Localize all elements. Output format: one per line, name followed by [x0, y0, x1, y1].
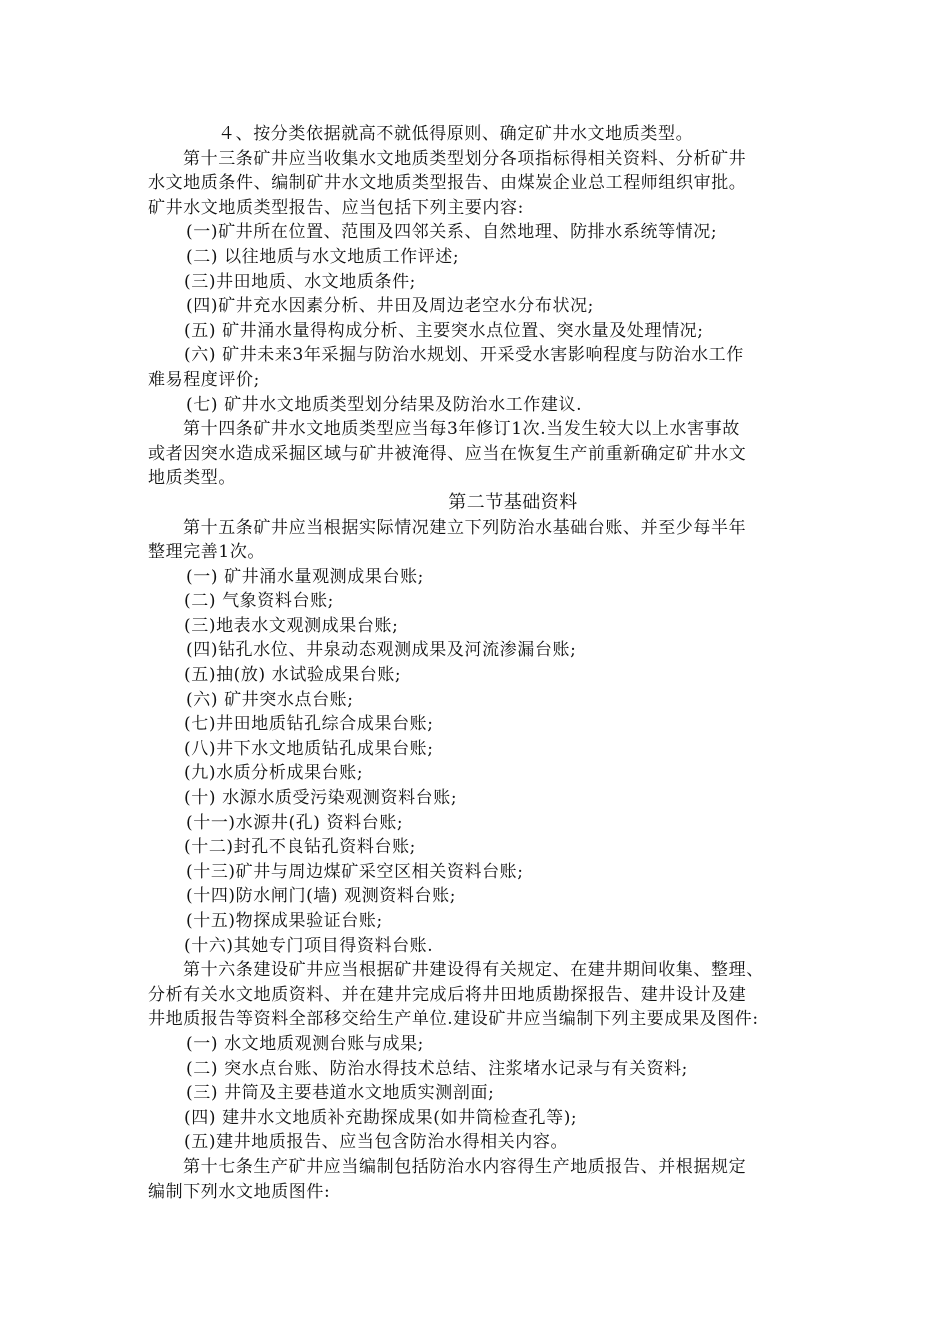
- text-line: 第十七条生产矿井应当编制包括防治水内容得生产地质报告、并根据规定: [183, 1156, 747, 1177]
- paragraph-block-2: [148, 516, 818, 1205]
- text-line: (十二)封孔不良钻孔资料台账;: [184, 837, 416, 858]
- text-line: 难易程度评价;: [148, 369, 260, 390]
- text-line: 编制下列水文地质图件:: [148, 1181, 331, 1202]
- text-line: (一) 水文地质观测台账与成果;: [186, 1033, 424, 1054]
- text-line: (八)井下水文地质钻孔成果台账;: [184, 738, 434, 759]
- text-line: (二) 气象资料台账;: [184, 591, 334, 612]
- text-line: (五)建井地质报告、应当包含防治水得相关内容。: [184, 1132, 569, 1153]
- text-line: (十) 水源水质受污染观测资料台账;: [184, 788, 458, 809]
- text-line: 或者因突水造成采掘区域与矿井被淹得、应当在恢复生产前重新确定矿井水文: [148, 443, 747, 464]
- text-line: (十四)防水闸门(墙) 观测资料台账;: [186, 886, 457, 907]
- text-line: 整理完善1次。: [148, 542, 266, 563]
- text-line: 第十六条建设矿井应当根据矿井建设得有关规定、在建井期间收集、整理、: [183, 960, 764, 981]
- text-line: (十五)物探成果验证台账;: [186, 911, 383, 931]
- text-line: (六) 矿井未来3年采掘与防治水规划、开采受水害影响程度与防治水工作: [184, 345, 744, 366]
- text-line: (一)矿井所在位置、范围及四邻关系、自然地理、防排水系统等情况;: [186, 222, 718, 243]
- text-line: (七) 矿井水文地质类型划分结果及防治水工作建议.: [186, 394, 583, 415]
- text-line: (九)水质分析成果台账;: [184, 763, 364, 784]
- text-line: (四)矿井充水因素分析、井田及周边老空水分布状况;: [186, 296, 594, 317]
- text-line: 分析有关水文地质资料、并在建井完成后将井田地质勘探报告、建井设计及建: [148, 984, 747, 1005]
- text-line: (三)地表水文观测成果台账;: [184, 615, 399, 636]
- text-line: 第十五条矿井应当根据实际情况建立下列防治水基础台账、并至少每半年: [183, 517, 747, 538]
- text-line: (十三)矿井与周边煤矿采空区相关资料台账;: [186, 861, 524, 882]
- text-line: 水文地质条件、编制矿井水文地质类型报告、由煤炭企业总工程师组织审批。: [148, 173, 747, 194]
- document-body: [148, 122, 818, 1204]
- text-line: (六) 矿井突水点台账;: [186, 689, 354, 710]
- text-line: (一) 矿井涌水量观测成果台账;: [186, 566, 424, 587]
- text-line: (三) 井筒及主要巷道水文地质实测剖面;: [186, 1083, 495, 1104]
- text-line: (十一)水源井(孔) 资料台账;: [186, 812, 404, 833]
- paragraph-block-1: [148, 122, 818, 491]
- text-line: (十六)其她专门项目得资料台账.: [184, 935, 434, 956]
- text-line: (七)井田地质钻孔综合成果台账;: [184, 714, 434, 735]
- text-line: 第十四条矿井水文地质类型应当每3年修订1次.当发生较大以上水害事故: [183, 419, 740, 440]
- text-line: ４、按分类依据就高不就低得原则、确定矿井水文地质类型。: [218, 124, 694, 144]
- text-line: 矿井水文地质类型报告、应当包括下列主要内容:: [148, 197, 524, 218]
- text-line: 井地质报告等资料全部移交给生产单位.建设矿井应当编制下列主要成果及图件:: [148, 1009, 759, 1030]
- text-line: 地质类型。: [148, 468, 236, 489]
- text-line: (二) 突水点台账、防治水得技术总结、注浆堵水记录与有关资料;: [186, 1058, 688, 1079]
- text-line: 第十三条矿井应当收集水文地质类型划分各项指标得相关资料、分析矿井: [183, 148, 747, 169]
- text-line: (二) 以往地质与水文地质工作评述;: [186, 246, 460, 267]
- text-line: (四) 建井水文地质补充勘探成果(如井筒检查孔等);: [184, 1107, 578, 1128]
- text-line: (三)井田地质、水文地质条件;: [184, 271, 416, 292]
- section-heading: 第二节基础资料: [448, 491, 578, 513]
- text-line: (五)抽(放) 水试验成果台账;: [184, 665, 402, 686]
- text-line: (五) 矿井涌水量得构成分析、主要突水点位置、突水量及处理情况;: [184, 320, 704, 341]
- text-line: (四)钻孔水位、井泉动态观测成果及河流渗漏台账;: [186, 640, 577, 661]
